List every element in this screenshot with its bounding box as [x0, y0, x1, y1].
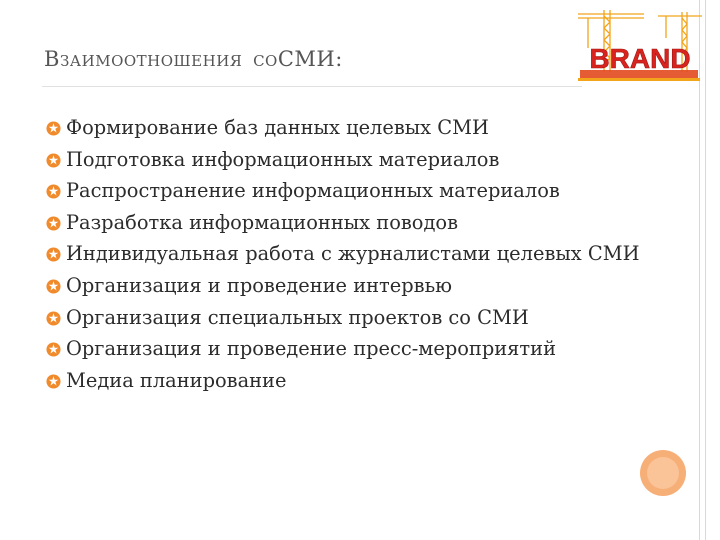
sun-icon — [46, 216, 61, 231]
bullet-item — [46, 242, 646, 266]
bullet-text: Организация и проведение интервью — [66, 273, 453, 297]
title-preposition: СО — [253, 52, 278, 70]
bullet-text: Формирование баз данных целевых СМИ — [66, 116, 489, 139]
brand-construction-illustration — [574, 8, 704, 96]
bullet-text: Организация специальных проектов со СМИ — [66, 305, 529, 329]
sun-icon — [46, 342, 61, 357]
bullet-text: Медиа планирование — [66, 368, 287, 392]
bullet-text: Распространение информационных материалов — [66, 179, 560, 203]
title-main: СМИ: — [277, 47, 343, 71]
bullet-item — [46, 369, 646, 393]
bullet-list — [46, 116, 646, 400]
bullet-item — [46, 148, 646, 172]
sun-icon — [46, 121, 61, 136]
slide-title — [44, 36, 343, 74]
bullet-text: Организация и проведение пресс-мероприятий — [66, 337, 556, 361]
brand-word: BRAND — [589, 43, 691, 74]
sun-icon — [46, 374, 61, 389]
sun-icon — [46, 153, 61, 168]
sun-icon — [46, 311, 61, 326]
sun-icon — [46, 184, 61, 199]
bullet-item — [46, 306, 646, 330]
bullet-item — [46, 211, 646, 235]
title-underline — [42, 86, 582, 87]
bullet-item — [46, 116, 646, 140]
bullet-item — [46, 274, 646, 298]
decorative-circle-highlight — [647, 457, 679, 489]
bullet-text: Разработка информационных поводов — [66, 210, 458, 234]
bullet-item — [46, 179, 646, 203]
sun-icon — [46, 279, 61, 294]
title-initial: В — [44, 47, 60, 71]
bullet-text: Подготовка информационных материалов — [66, 147, 500, 171]
sun-icon — [46, 247, 61, 262]
frame-line-right — [705, 0, 706, 540]
bullet-text: Индивидуальная работа с журналистами целевых СМИ — [66, 242, 640, 266]
title-rest: ЗАИМООТНОШЕНИЯ — [59, 52, 243, 70]
bullet-item — [46, 337, 646, 361]
